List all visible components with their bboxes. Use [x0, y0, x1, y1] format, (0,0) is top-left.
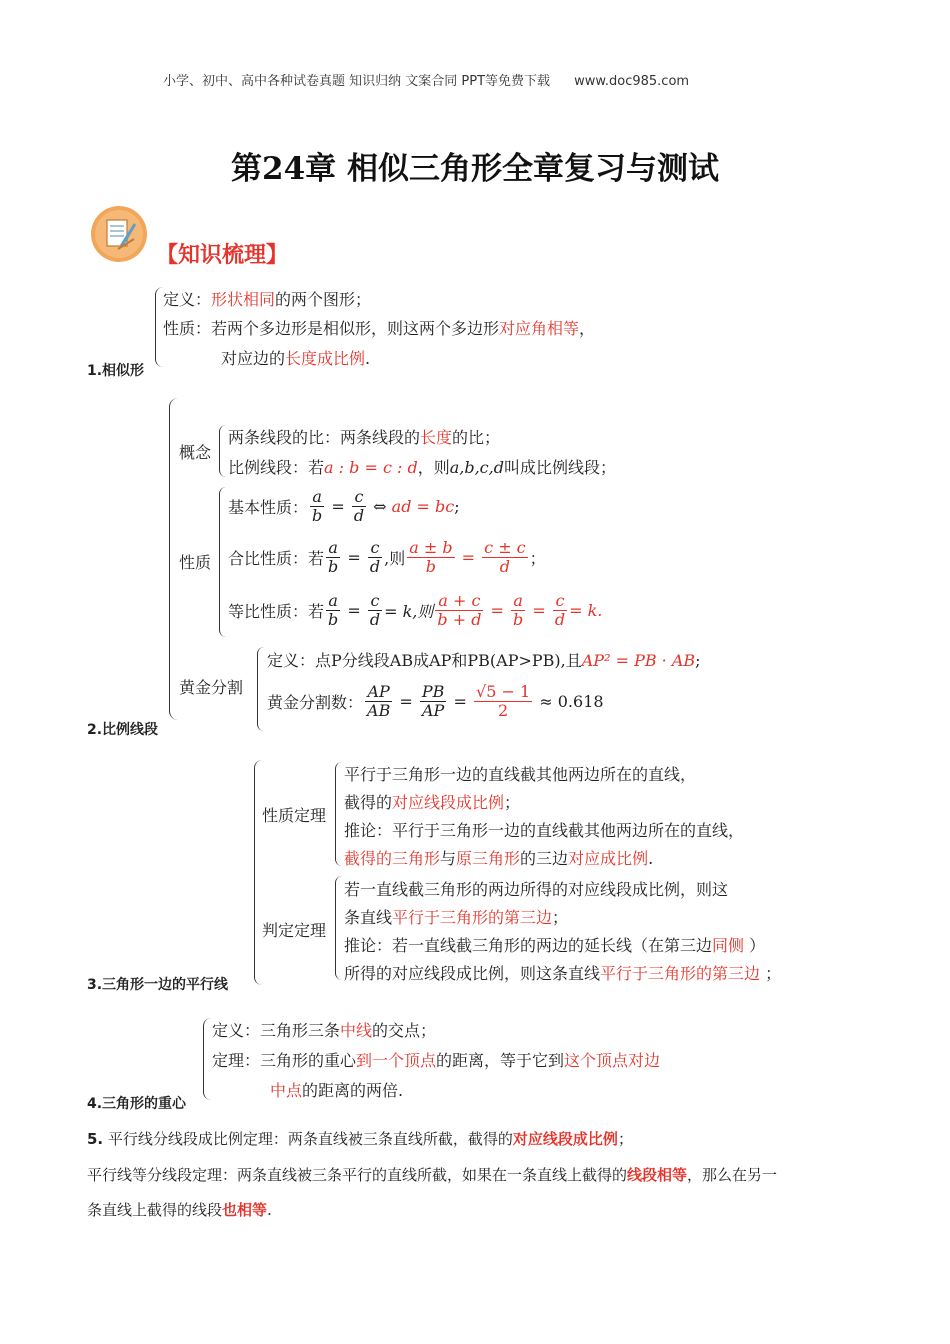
s3-line3: 推论：平行于三角形一边的直线截其他两边所在的直线， — [344, 821, 745, 840]
s2-concept-line2: 比例线段：若a : b = c : d，则a,b,c,d叫成比例线段； — [228, 458, 616, 477]
s2-heading: 2.比例线段 — [87, 722, 159, 738]
s3-line8: 所得的对应线段成比例，则这条直线平行于三角形的第三边 ； — [344, 964, 782, 983]
s2-golden-def: 定义：点P分线段AB成AP和PB(AP>PB),且AP² = PB · AB; — [267, 651, 701, 670]
s4-heading: 4.三角形的重心 — [87, 1096, 187, 1112]
s5-line1: 5. 平行线分线段成比例定理：两条直线被三条直线所截，截得的对应线段成比例； — [87, 1130, 633, 1148]
s3-line4: 截得的三角形与原三角形的三边对应成比例. — [344, 849, 654, 868]
brace-s2-outer — [169, 398, 178, 720]
brace-s2-golden — [257, 647, 264, 731]
brace-s2-prop — [219, 487, 226, 637]
s2-basic-property: 基本性质： $\frac{a}{b}$ = $\frac{c}{d}$ ⇔ ad = bc ; — [228, 487, 460, 526]
banner-url[interactable]: www.doc985.com — [574, 74, 690, 89]
s2-concept-label: 概念 — [179, 443, 212, 462]
s4-line3: 中点的距离的两倍. — [270, 1081, 404, 1100]
s2-combination-property: 合比性质： 若 $\frac{a}{b}$ = $\frac{c}{d}$ ,则 $\frac{a \pm b}{b}$ = $\frac{c \pm c}{d}$ ； — [228, 538, 546, 577]
page-title: 第24章 相似三角形全章复习与测试 — [231, 151, 719, 187]
s1-heading: 1.相似形 — [87, 363, 145, 379]
section-label: 【知识梳理】 — [156, 242, 289, 268]
s2-prop-label: 性质 — [179, 553, 212, 572]
s1-prop-line: 性质：若两个多边形是相似形，则这两个多边形对应角相等， — [163, 319, 596, 338]
s3-line6: 条直线平行于三角形的第三边； — [344, 908, 569, 927]
s3-heading: 3.三角形一边的平行线 — [87, 977, 229, 993]
s2-equal-ratio-property: 等比性质： 若 $\frac{a}{b}$ = $\frac{c}{d}$ = k,则 $\frac{a + c}{b + d}$ = $\frac{a}{b}$ = $\frac{c}{d}$ = k. — [228, 591, 603, 630]
s2-concept-line1: 两条线段的比：两条线段的长度的比； — [228, 428, 501, 447]
s2-golden-number: 黄金分割数： $\frac{AP}{AB}$ = $\frac{PB}{AP}$ = $\frac{√5 - 1}{2}$ ≈ 0.618 — [267, 682, 604, 721]
s4-line1: 定义：三角形三条中线的交点； — [212, 1021, 437, 1040]
brace-s3-outer — [254, 760, 262, 985]
s3-line2: 截得的对应线段成比例； — [344, 793, 521, 812]
s3-line7: 推论：若一直线截三角形的两边的延长线（在第三边同侧 ） — [344, 936, 766, 955]
s4-line2: 定理：三角形的重心到一个顶点的距离，等于它到这个顶点对边 — [212, 1051, 661, 1070]
s1-prop-line2: 对应边的长度成比例. — [221, 349, 371, 368]
brace-s1 — [155, 287, 163, 367]
s2-golden-label: 黄金分割 — [179, 678, 244, 697]
brace-s4 — [203, 1018, 211, 1100]
s3-judge-label: 判定定理 — [262, 921, 327, 940]
s5-line2: 平行线等分线段定理：两条直线被三条平行的直线所截，如果在一条直线上截得的线段相等，那么在另一 — [87, 1166, 778, 1184]
s3-line5: 若一直线截三角形的两边所得的对应线段成比例，则这 — [344, 880, 729, 899]
banner-text: 小学、初中、高中各种试卷真题 知识归纳 文案合同 PPT等免费下载 — [163, 74, 551, 89]
s3-line1: 平行于三角形一边的直线截其他两边所在的直线， — [344, 765, 697, 784]
brace-s2-concept — [219, 425, 226, 477]
s3-prop-label: 性质定理 — [262, 806, 327, 825]
s1-def-line: 定义：形状相同的两个图形； — [163, 290, 372, 309]
header-banner — [163, 70, 689, 89]
s5-line3: 条直线上截得的线段也相等. — [87, 1201, 272, 1219]
brace-s3-prop — [335, 762, 342, 866]
notebook-ruler-icon — [90, 205, 148, 263]
brace-s3-judge — [335, 876, 342, 980]
